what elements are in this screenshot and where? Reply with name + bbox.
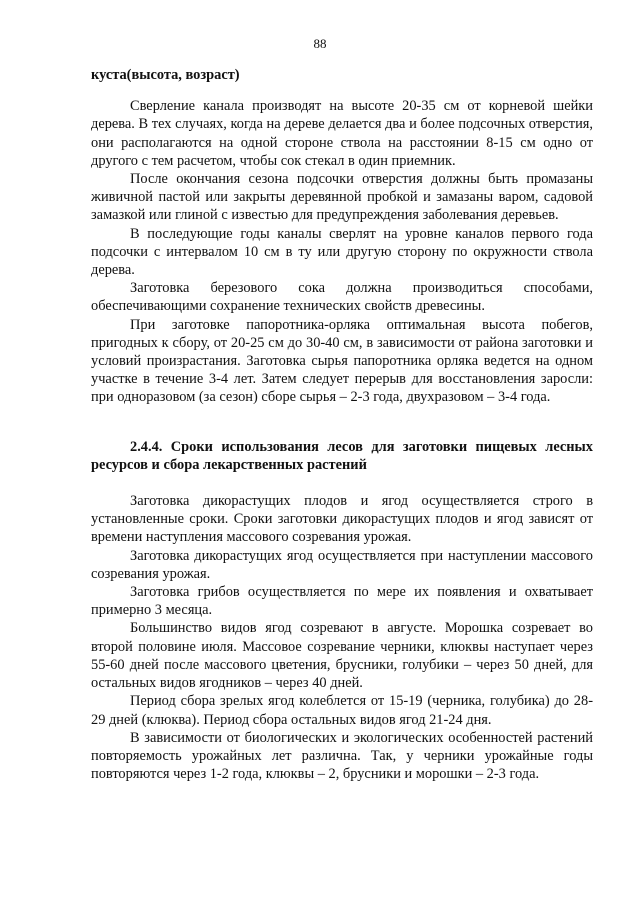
section-title: 2.4.4. Сроки использования лесов для заготовки пищевых лесных ресурсов и сбора лекарственных растений (91, 438, 593, 473)
paragraph-next-years: В последующие годы каналы сверлят на уровне каналов первого года подсочки с интервалом 10 см в ту или другую сторону по окружности ствола дерева. (91, 225, 593, 279)
paragraph-collection-period: Период сбора зрелых ягод колеблется от 15-19 (черника, голубика) до 28-29 дней (клюква). Период сбора остальных видов ягод 21-24 дня. (91, 693, 593, 728)
paragraph-mushrooms: Заготовка грибов осуществляется по мере их появления и охватывает примерно 3 месяца. (91, 584, 593, 619)
page-body (91, 66, 593, 783)
paragraph-bracken: При заготовке папоротника-орляка оптимальная высота побегов, пригодных к сбору, от 20-25 см до 30-40 см, в зависимости от района заготовки и условий произрастания. Заготовка сырья папоротника орляка ведется на одном участке в течение 3-4 лет. Затем следует перерыв для восстановления заросли: при одноразовом (за сезон) сборе сырья – 2-3 года, двухразовом – 3-4 года. (91, 316, 593, 406)
paragraph-yield-frequency: В зависимости от биологических и экологических особенностей растений повторяемость урожайных лет различна. Так, у черники урожайные годы повторяются через 1-2 года, клюквы – 2, брусники и морошки – 2-3 года. (91, 729, 593, 783)
page-number: 88 (313, 36, 327, 51)
paragraph-drilling: Сверление канала производят на высоте 20-35 см от корневой шейки дерева. В тех случаях, когда на дереве делается два и более подсочных отверстия, они располагаются на одной стороне ствола на расстоянии 8-15 см одно от другого с тем расчетом, чтобы сок стекал в один приемник. (91, 98, 593, 169)
paragraph-sealing: После окончания сезона подсочки отверстия должны быть промазаны живичной пастой или закрыты деревянной пробкой и замазаны варом, садовой замазкой или глиной с известью для предупреждения заболевания деревьев. (91, 171, 593, 224)
paragraph-birch-sap: Заготовка березового сока должна производиться способами, обеспечивающими сохранение технических свойств древесины. (91, 280, 593, 315)
paragraph-wild-berries: Заготовка дикорастущих ягод осуществляется при наступлении массового созревания урожая. (91, 547, 593, 582)
paragraph-ripening: Большинство видов ягод созревают в августе. Морошка созревает во второй половине июля. Массовое созревание черники, клюквы наступает через 55-60 дней после массового цветения, брусники, голубики – через 50 дней, для остальных видов ягодников – через 40 дней. (91, 620, 593, 692)
paragraph-berries-terms: Заготовка дикорастущих плодов и ягод осуществляется строго в установленные сроки. Сроки заготовки дикорастущих плодов и ягод зависят от времени наступления массового созревания урожая. (91, 493, 593, 546)
continued-heading: куста(высота, возраст) (91, 67, 240, 83)
